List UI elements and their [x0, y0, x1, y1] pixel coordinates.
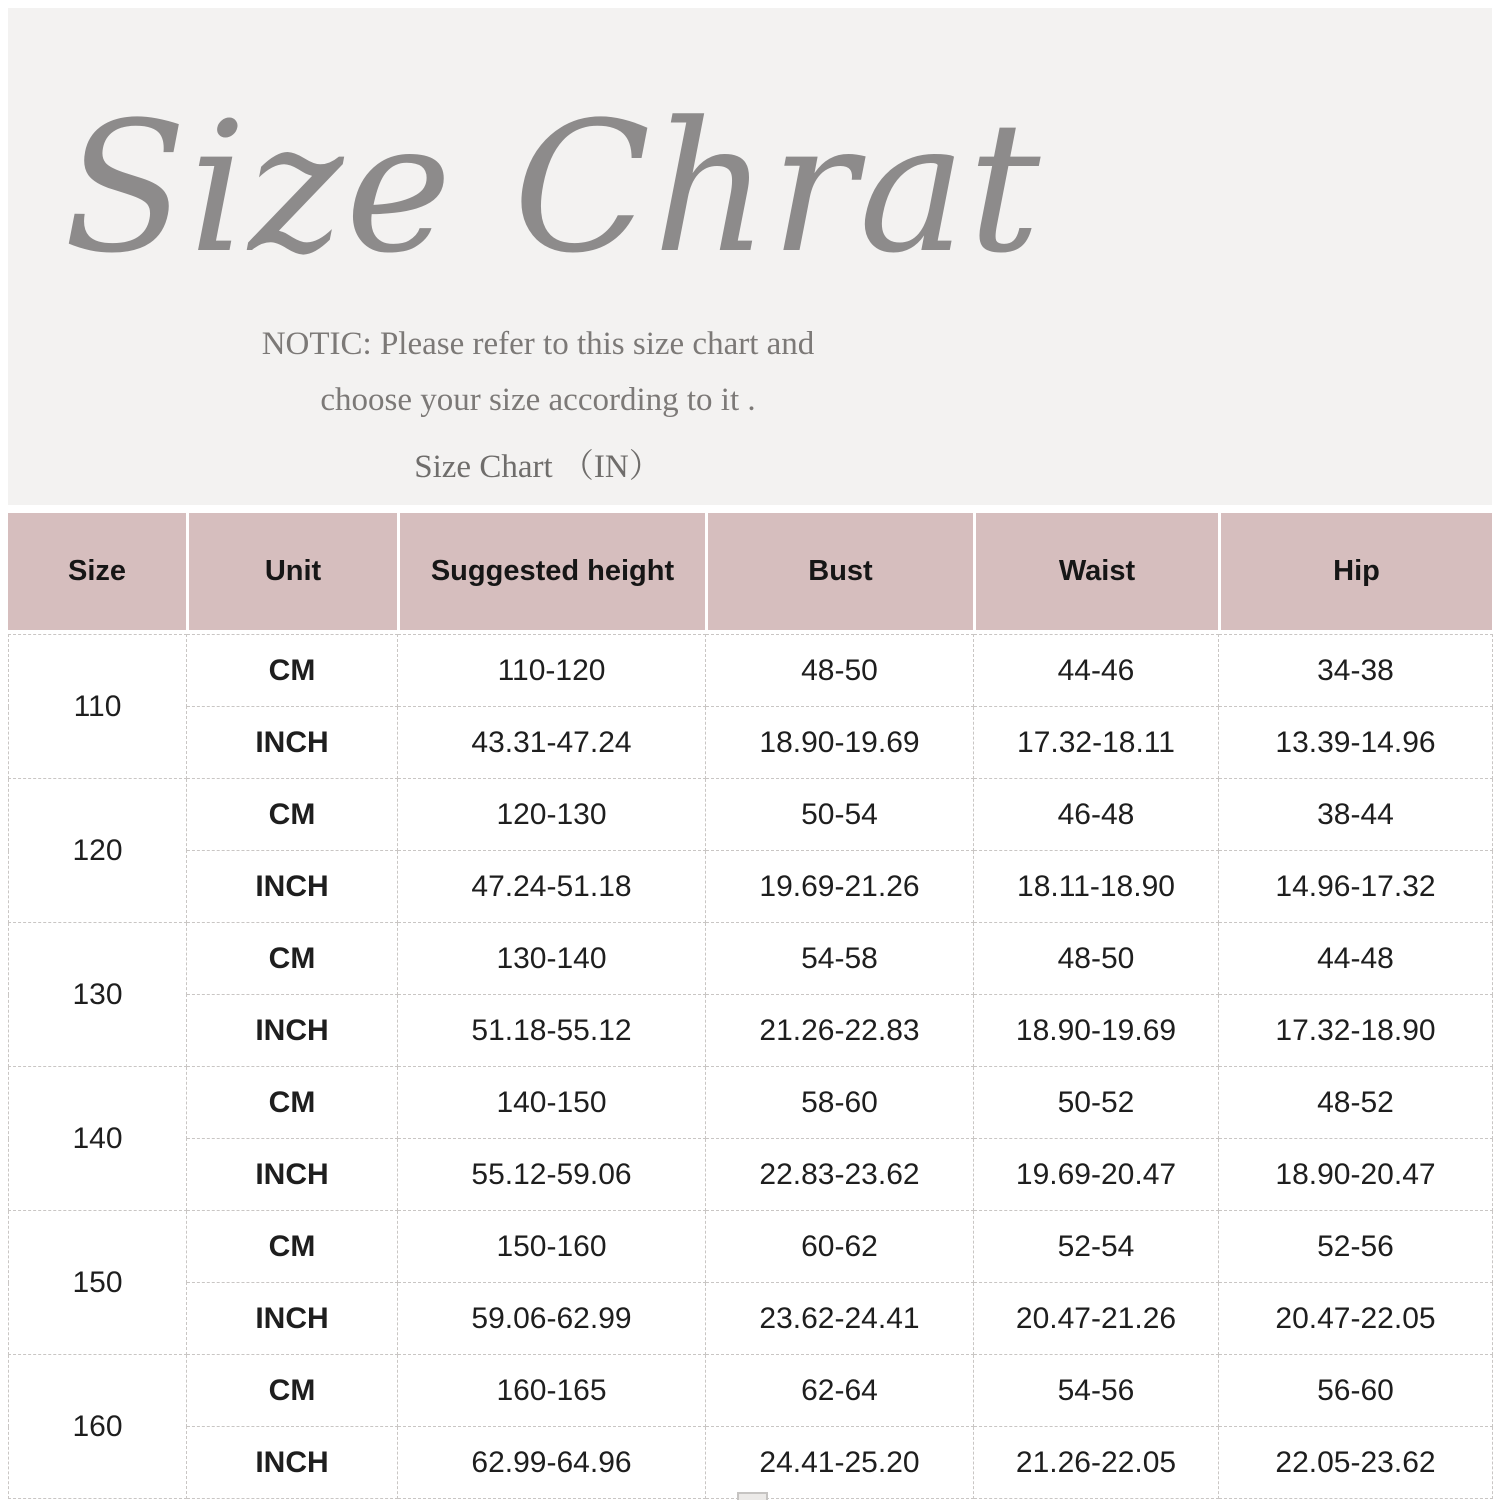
notice-line-2: choose your size according to it .	[320, 382, 756, 418]
measurement-value: 18.11-18.90	[974, 851, 1219, 923]
measurement-value: 18.90-19.69	[706, 707, 974, 779]
unit-label-inch: INCH	[187, 851, 398, 923]
measurement-value: 34-38	[1219, 635, 1493, 707]
measurement-value: 59.06-62.99	[398, 1283, 706, 1355]
measurement-value: 55.12-59.06	[398, 1139, 706, 1211]
measurement-value: 58-60	[706, 1067, 974, 1139]
size-row-inch	[9, 1283, 1493, 1355]
col-header-bust: Bust	[705, 513, 973, 630]
unit-label-inch: INCH	[187, 1139, 398, 1211]
notice-line-1: NOTIC: Please refer to this size chart and	[261, 326, 815, 362]
measurement-value: 17.32-18.90	[1219, 995, 1493, 1067]
col-header-suggested-height: Suggested height	[397, 513, 705, 630]
measurement-value: 17.32-18.11	[974, 707, 1219, 779]
size-row-cm	[9, 1067, 1493, 1139]
measurement-value: 110-120	[398, 635, 706, 707]
size-value: 130	[9, 923, 187, 1067]
measurement-value: 20.47-22.05	[1219, 1283, 1493, 1355]
unit-label-cm: CM	[187, 635, 398, 707]
size-value: 140	[9, 1067, 187, 1211]
unit-label-inch: INCH	[187, 1283, 398, 1355]
unit-label-cm: CM	[187, 1067, 398, 1139]
measurement-value: 48-50	[706, 635, 974, 707]
measurement-value: 44-46	[974, 635, 1219, 707]
measurement-value: 51.18-55.12	[398, 995, 706, 1067]
measurement-value: 23.62-24.41	[706, 1283, 974, 1355]
measurement-value: 21.26-22.83	[706, 995, 974, 1067]
measurement-value: 56-60	[1219, 1355, 1493, 1427]
measurement-value: 52-54	[974, 1211, 1219, 1283]
measurement-value: 38-44	[1219, 779, 1493, 851]
col-header-waist: Waist	[973, 513, 1218, 630]
size-value: 160	[9, 1355, 187, 1499]
measurement-value: 18.90-20.47	[1219, 1139, 1493, 1211]
unit-label-cm: CM	[187, 923, 398, 995]
size-row-inch	[9, 707, 1493, 779]
measurement-value: 62-64	[706, 1355, 974, 1427]
table-header-row	[8, 513, 1492, 630]
measurement-value: 150-160	[398, 1211, 706, 1283]
watermark-artifact	[737, 1492, 768, 1500]
size-row-inch	[9, 851, 1493, 923]
measurement-value: 24.41-25.20	[706, 1427, 974, 1499]
size-table-body-table	[8, 634, 1493, 1499]
size-chart-unit-subtitle: Size Chart （IN）	[414, 449, 662, 485]
measurement-value: 19.69-21.26	[706, 851, 974, 923]
measurement-value: 13.39-14.96	[1219, 707, 1493, 779]
size-value: 150	[9, 1211, 187, 1355]
unit-label-inch: INCH	[187, 1427, 398, 1499]
size-row-cm	[9, 1355, 1493, 1427]
measurement-value: 48-52	[1219, 1067, 1493, 1139]
measurement-value: 48-50	[974, 923, 1219, 995]
measurement-value: 120-130	[398, 779, 706, 851]
size-row-inch	[9, 995, 1493, 1067]
measurement-value: 22.83-23.62	[706, 1139, 974, 1211]
col-header-unit: Unit	[186, 513, 397, 630]
unit-label-cm: CM	[187, 1211, 398, 1283]
measurement-value: 54-56	[974, 1355, 1219, 1427]
col-header-hip: Hip	[1218, 513, 1492, 630]
size-table-body	[9, 635, 1493, 1499]
header-panel	[8, 8, 1492, 505]
unit-label-inch: INCH	[187, 707, 398, 779]
size-row-cm	[9, 1211, 1493, 1283]
size-row-inch	[9, 1427, 1493, 1499]
measurement-value: 19.69-20.47	[974, 1139, 1219, 1211]
measurement-value: 60-62	[706, 1211, 974, 1283]
page-title: Size Chrat	[63, 84, 1043, 293]
measurement-value: 20.47-21.26	[974, 1283, 1219, 1355]
size-row-cm	[9, 923, 1493, 995]
size-row-cm	[9, 635, 1493, 707]
measurement-value: 130-140	[398, 923, 706, 995]
col-header-size: Size	[67, 555, 127, 587]
size-value: 110	[9, 635, 187, 779]
measurement-value: 52-56	[1219, 1211, 1493, 1283]
measurement-value: 22.05-23.62	[1219, 1427, 1493, 1499]
unit-label-cm: CM	[187, 779, 398, 851]
measurement-value: 160-165	[398, 1355, 706, 1427]
unit-label-cm: CM	[187, 1355, 398, 1427]
measurement-value: 50-54	[706, 779, 974, 851]
size-row-cm	[9, 779, 1493, 851]
size-row-inch	[9, 1139, 1493, 1211]
measurement-value: 46-48	[974, 779, 1219, 851]
size-table	[8, 513, 1492, 1499]
measurement-value: 50-52	[974, 1067, 1219, 1139]
size-value: 120	[9, 779, 187, 923]
measurement-value: 140-150	[398, 1067, 706, 1139]
measurement-value: 54-58	[706, 923, 974, 995]
unit-label-inch: INCH	[187, 995, 398, 1067]
measurement-value: 44-48	[1219, 923, 1493, 995]
measurement-value: 14.96-17.32	[1219, 851, 1493, 923]
measurement-value: 62.99-64.96	[398, 1427, 706, 1499]
measurement-value: 47.24-51.18	[398, 851, 706, 923]
measurement-value: 43.31-47.24	[398, 707, 706, 779]
measurement-value: 21.26-22.05	[974, 1427, 1219, 1499]
measurement-value: 18.90-19.69	[974, 995, 1219, 1067]
